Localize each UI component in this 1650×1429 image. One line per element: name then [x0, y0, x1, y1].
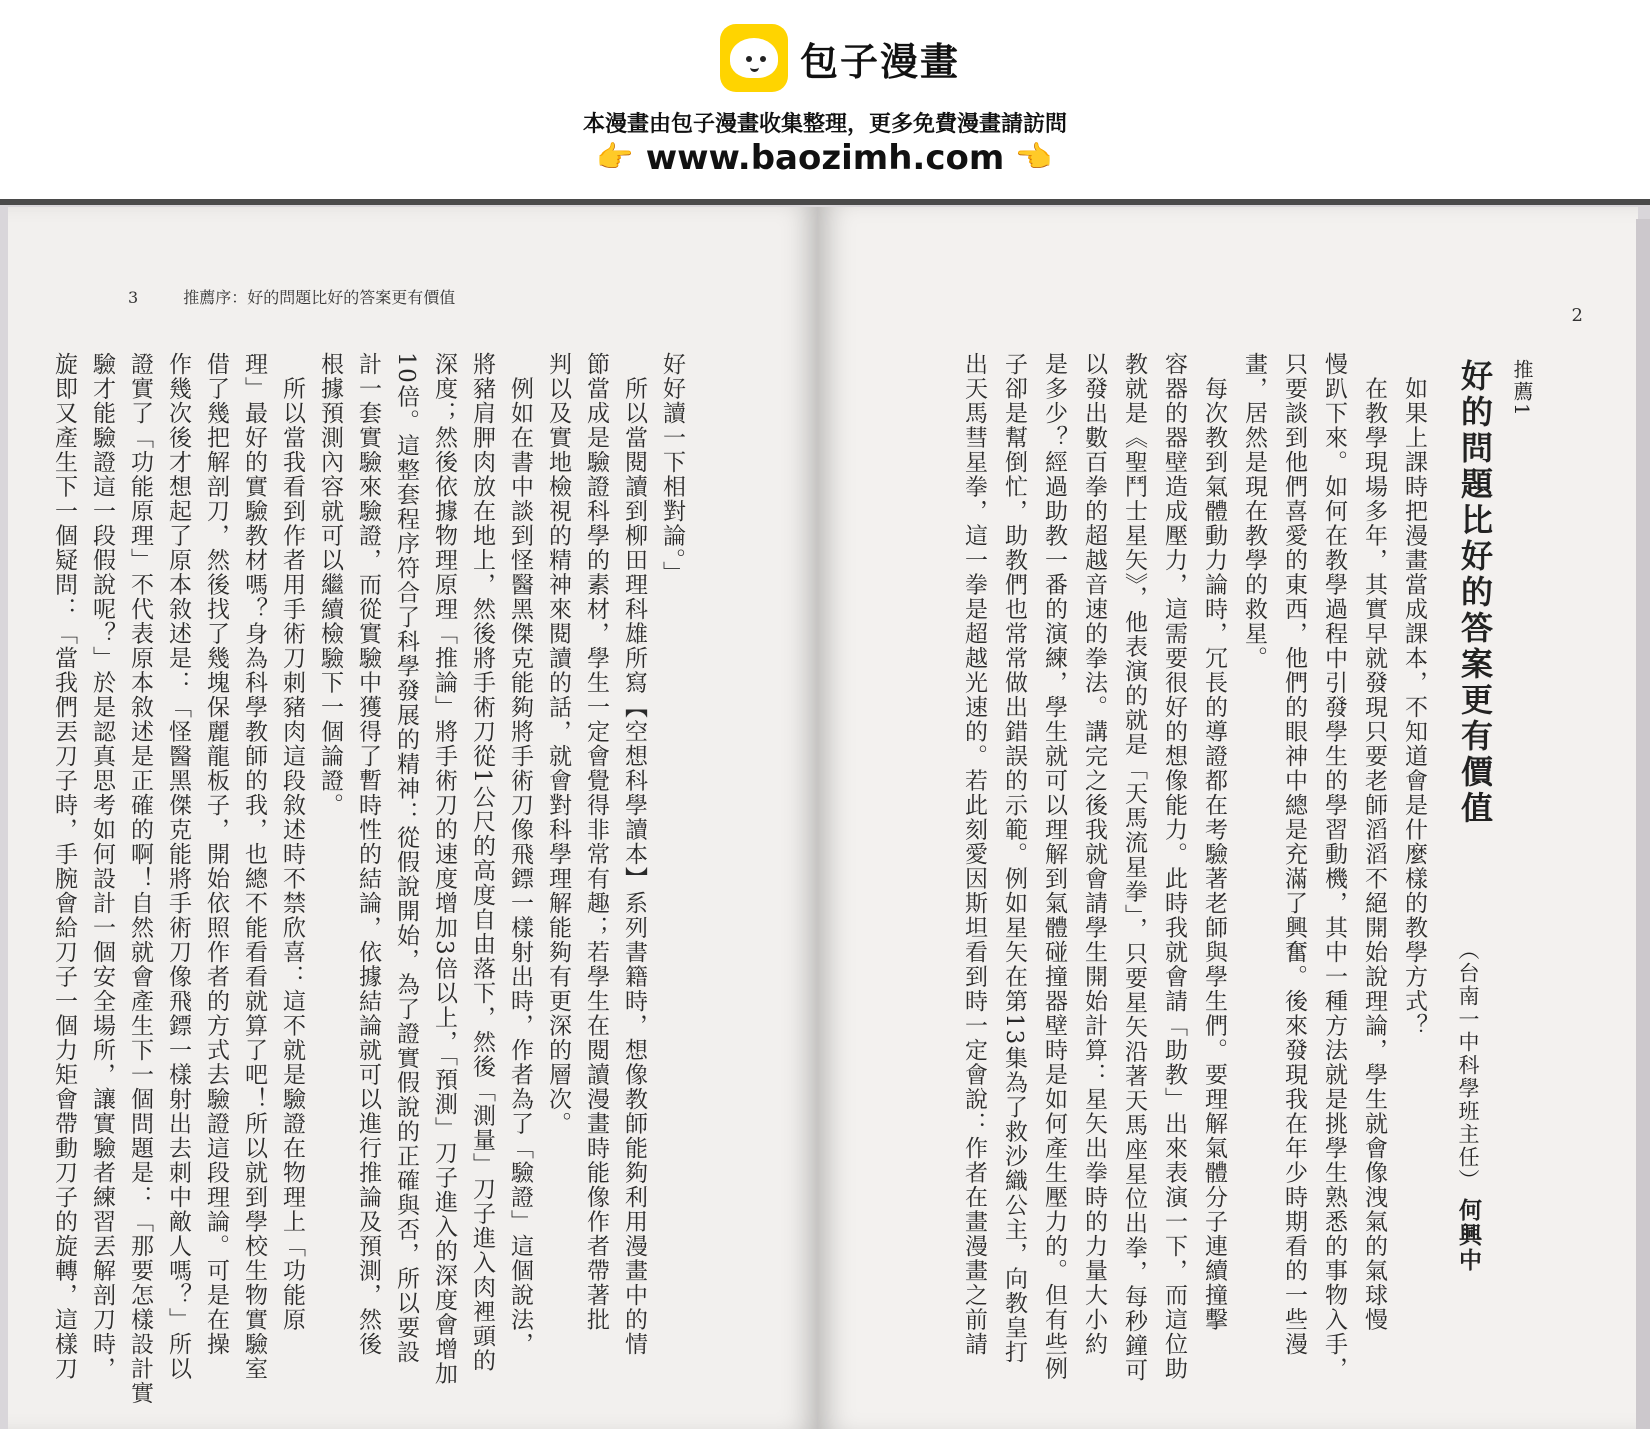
right-page	[818, 207, 1638, 1429]
running-head-title: 推薦序：好的問題比好的答案更有價值	[183, 288, 456, 307]
text-column: 深度；然後依據物理原理「推論」將手術刀的速度增加3倍以上，「預測」刀子進入的深度會增加	[431, 352, 457, 1386]
page-number-left: 3	[128, 288, 139, 307]
left-page	[8, 207, 818, 1429]
text-column: 出天馬彗星拳，這一拳是超越光速的。若此刻愛因斯坦看到時一定會說：作者在畫漫畫之前請	[961, 352, 987, 1357]
text-column: 如果上課時把漫畫當成課本，不知道會是什麼樣的教學方式？	[1401, 352, 1427, 1038]
brand-header[interactable]	[720, 24, 960, 92]
scanned-book-spread	[0, 199, 1650, 1429]
text-column: 借了幾把解剖刀，然後找了幾塊保麗龍板子，開始依照作者的方式去驗證這段理論。可是在操	[203, 352, 229, 1357]
baozi-logo-icon	[720, 24, 788, 92]
text-column: 作幾次後才想起了原本敘述是：「怪醫黑傑克能將手術刀像飛鏢一樣射出去刺中敵人嗎？」所以	[165, 352, 191, 1381]
page-stack-edge	[1636, 219, 1650, 1429]
pointing-hand-icon: 👉	[1016, 140, 1054, 175]
text-column: 判以及實地檢視的精神來閱讀的話，就會對科學理解能夠有更深的層次。	[545, 352, 571, 1136]
pointing-hand-icon: 👉	[596, 140, 634, 175]
text-column: 所以當閱讀到柳田理科雄所寫【空想科學讀本】系列書籍時，想像教師能夠利用漫畫中的情	[621, 352, 647, 1357]
text-column: 子卻是幫倒忙，助教們也常常做出錯誤的示範。例如星矢在第13集為了救沙織公主，向教皇打	[1001, 352, 1027, 1365]
text-column: 根據預測內容就可以繼續檢驗下一個論證。	[317, 352, 343, 818]
byline	[1452, 939, 1485, 1273]
site-url-link[interactable]: www.baozimh.com	[645, 138, 1005, 178]
text-column: 容器的器壁造成壓力，這需要很好的想像能力。此時我就會請「助教」出來表演一下，而這位助	[1161, 352, 1187, 1381]
text-column: 計一套實驗來驗證，而從實驗中獲得了暫時性的結論，依據結論就可以進行推論及預測，然後	[355, 352, 381, 1357]
text-column: 只要談到他們喜愛的東西，他們的眼神中總是充滿了興奮。後來發現我在年少時期看的一些漫	[1281, 352, 1307, 1357]
text-column: 在教學現場多年，其實早就發現只要老師滔滔不絕開始說理論，學生就會像洩氣的氣球慢	[1361, 352, 1387, 1332]
series-label: 推薦1	[1510, 359, 1534, 418]
text-column: 是多少？經過助教一番的演練，學生就可以理解到氣體碰撞器壁時是如何產生壓力的。但有些例	[1041, 352, 1067, 1381]
site-notice: 本漫畫由包子漫畫收集整理，更多免費漫畫請訪問	[582, 112, 1067, 137]
text-column: 理」最好的實驗教材嗎？身為科學教師的我，也總不能看看就算了吧！所以就到學校生物實驗室	[241, 352, 267, 1381]
page-number-right: 2	[1571, 305, 1583, 326]
text-column: 每次教到氣體動力論時，冗長的導證都在考驗著老師與學生們。要理解氣體分子連續撞擊	[1201, 352, 1227, 1332]
text-column: 畫，居然是現在教學的救星。	[1241, 352, 1267, 671]
url-row	[0, 138, 1650, 178]
chapter-title: 好的問題比好的答案更有價值	[1456, 359, 1494, 827]
text-column: 教就是《聖鬥士星矢》，他表演的就是「天馬流星拳」，只要星矢沿著天馬座星位出拳，每秒鐘可	[1121, 352, 1147, 1383]
brand-name: 包子漫畫	[800, 39, 961, 84]
text-column: 將豬肩胛肉放在地上，然後將手術刀從1公尺的高度自由落下，然後「測量」刀子進入肉裡頭的	[469, 352, 495, 1373]
text-column: 所以當我看到作者用手術刀刺豬肉這段敘述時不禁欣喜：這不就是驗證在物理上「功能原	[279, 352, 305, 1332]
byline-name: 何興中	[1455, 1198, 1482, 1273]
text-column: 旋即又產生下一個疑問：「當我們丟刀子時，手腕會給刀子一個力矩會帶動刀子的旋轉，這樣刀	[51, 352, 77, 1381]
text-column: 證實了「功能原理」不代表原本敘述是正確的啊！自然就會產生下一個問題是：「那要怎樣設計實	[127, 352, 153, 1406]
text-column: 10倍。這整套程序符合了科學發展的精神：從假說開始，為了證實假說的正確與否，所以要設	[393, 352, 419, 1365]
text-column: 例如在書中談到怪醫黑傑克能夠將手術刀像飛鏢一樣射出時，作者為了「驗證」這個說法，	[507, 352, 533, 1357]
text-column: 以發出數百拳的超越音速的拳法。講完之後我就會請學生開始計算：星矢出拳時的力量大小約	[1081, 352, 1107, 1357]
running-head	[128, 285, 455, 308]
text-column: 好好讀一下相對論。」	[659, 352, 685, 586]
text-column: 驗才能驗證這一段假說呢？」於是認真思考如何設計一個安全場所，讓實驗者練習丟解剖刀時，	[89, 352, 115, 1381]
text-column: 慢趴下來。如何在教學過程中引發學生的學習動機，其中一種方法就是挑學生熟悉的事物入手，	[1321, 352, 1347, 1381]
text-column: 節當成是驗證科學的素材，學生一定會覺得非常有趣；若學生在閱讀漫畫時能像作者帶著批	[583, 352, 609, 1332]
scan-top-edge	[0, 199, 1650, 205]
byline-affiliation: （台南一中科學班主任）	[1456, 939, 1480, 1192]
